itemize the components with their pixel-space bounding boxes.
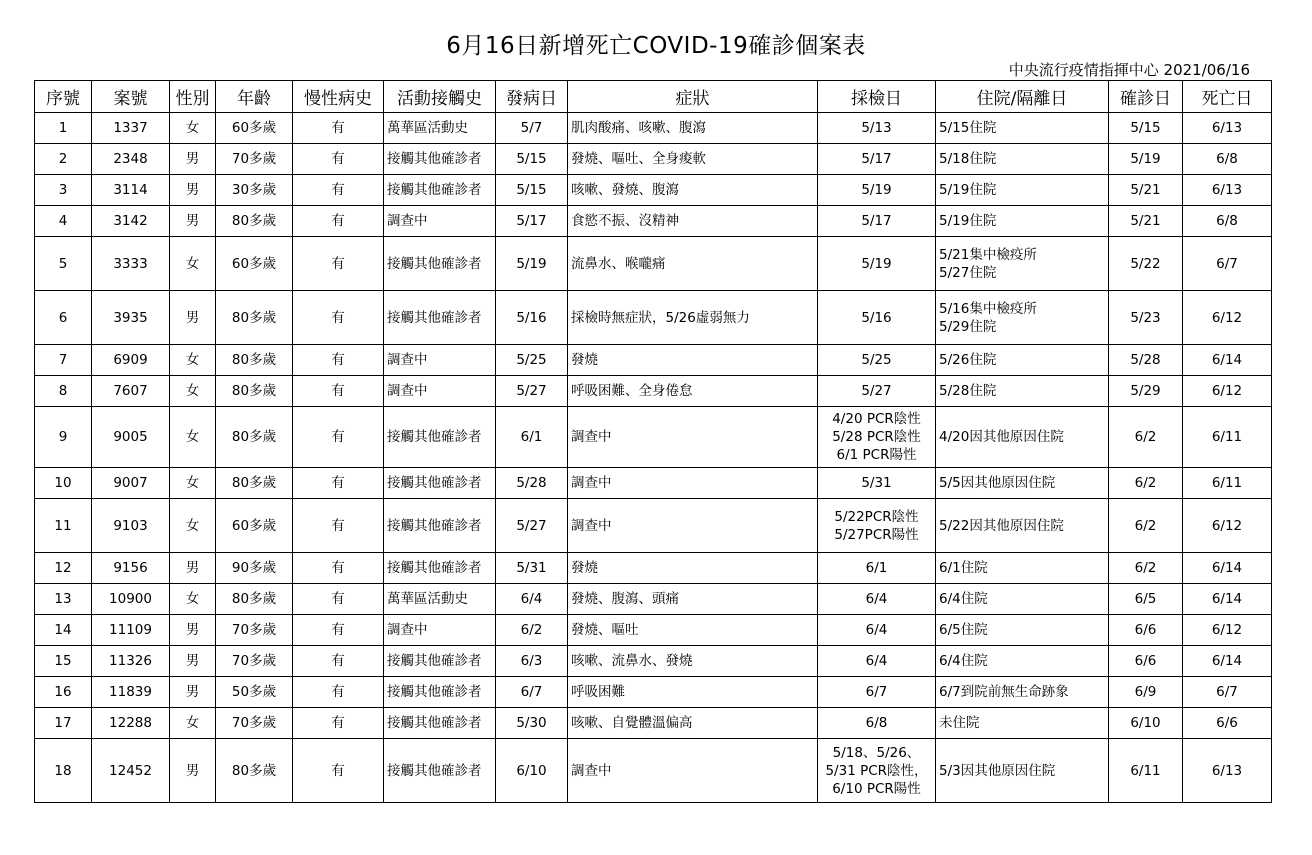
onset-date-cell: 6/7 [496, 677, 568, 708]
confirmed-date-cell: 6/2 [1109, 499, 1183, 553]
sampling-date-cell: 6/1 [818, 553, 936, 584]
case-number-cell: 10900 [92, 584, 170, 615]
onset-date-cell: 5/19 [496, 237, 568, 291]
onset-date-cell: 6/1 [496, 407, 568, 468]
onset-date-cell: 5/7 [496, 113, 568, 144]
age-cell: 60多歲 [216, 499, 293, 553]
serial-cell: 5 [35, 237, 92, 291]
column-header: 症狀 [568, 81, 818, 113]
hospitalization-cell: 5/28住院 [936, 376, 1109, 407]
sex-cell: 男 [170, 175, 216, 206]
sampling-date-cell: 5/25 [818, 345, 936, 376]
column-header: 確診日 [1109, 81, 1183, 113]
age-cell: 80多歲 [216, 407, 293, 468]
chronic-disease-cell: 有 [293, 708, 384, 739]
onset-date-cell: 5/27 [496, 376, 568, 407]
case-number-cell: 11109 [92, 615, 170, 646]
onset-date-cell: 6/2 [496, 615, 568, 646]
sampling-date-cell: 5/19 [818, 175, 936, 206]
hospitalization-cell: 未住院 [936, 708, 1109, 739]
onset-date-cell: 5/27 [496, 499, 568, 553]
sampling-date-cell: 5/27 [818, 376, 936, 407]
case-number-cell: 9005 [92, 407, 170, 468]
case-number-cell: 1337 [92, 113, 170, 144]
exposure-history-cell: 接觸其他確診者 [384, 291, 496, 345]
age-cell: 80多歲 [216, 468, 293, 499]
hospitalization-cell: 5/21集中檢疫所 5/27住院 [936, 237, 1109, 291]
confirmed-date-cell: 6/2 [1109, 407, 1183, 468]
death-date-cell: 6/14 [1183, 553, 1272, 584]
column-header: 發病日 [496, 81, 568, 113]
onset-date-cell: 6/4 [496, 584, 568, 615]
case-number-cell: 9156 [92, 553, 170, 584]
death-date-cell: 6/13 [1183, 175, 1272, 206]
column-header: 死亡日 [1183, 81, 1272, 113]
table-row [35, 113, 1272, 144]
table-row [35, 646, 1272, 677]
onset-date-cell: 5/15 [496, 144, 568, 175]
confirmed-date-cell: 6/6 [1109, 615, 1183, 646]
death-date-cell: 6/7 [1183, 237, 1272, 291]
table-row [35, 553, 1272, 584]
hospitalization-cell: 5/3因其他原因住院 [936, 739, 1109, 803]
age-cell: 30多歲 [216, 175, 293, 206]
sampling-date-cell: 5/17 [818, 206, 936, 237]
confirmed-date-cell: 6/10 [1109, 708, 1183, 739]
serial-cell: 2 [35, 144, 92, 175]
exposure-history-cell: 接觸其他確診者 [384, 553, 496, 584]
exposure-history-cell: 接觸其他確診者 [384, 144, 496, 175]
symptoms-cell: 調查中 [568, 739, 818, 803]
confirmed-date-cell: 5/19 [1109, 144, 1183, 175]
case-number-cell: 3114 [92, 175, 170, 206]
hospitalization-cell: 5/5因其他原因住院 [936, 468, 1109, 499]
symptoms-cell: 調查中 [568, 468, 818, 499]
onset-date-cell: 5/30 [496, 708, 568, 739]
exposure-history-cell: 調查中 [384, 376, 496, 407]
exposure-history-cell: 接觸其他確診者 [384, 499, 496, 553]
age-cell: 60多歲 [216, 237, 293, 291]
sex-cell: 男 [170, 291, 216, 345]
case-number-cell: 9007 [92, 468, 170, 499]
onset-date-cell: 6/10 [496, 739, 568, 803]
symptoms-cell: 發燒、嘔吐、全身痠軟 [568, 144, 818, 175]
age-cell: 90多歲 [216, 553, 293, 584]
chronic-disease-cell: 有 [293, 553, 384, 584]
death-date-cell: 6/12 [1183, 376, 1272, 407]
age-cell: 80多歲 [216, 739, 293, 803]
chronic-disease-cell: 有 [293, 291, 384, 345]
confirmed-date-cell: 5/21 [1109, 206, 1183, 237]
age-cell: 80多歲 [216, 291, 293, 345]
sampling-date-cell: 4/20 PCR陰性 5/28 PCR陰性 6/1 PCR陽性 [818, 407, 936, 468]
chronic-disease-cell: 有 [293, 499, 384, 553]
symptoms-cell: 食慾不振、沒精神 [568, 206, 818, 237]
chronic-disease-cell: 有 [293, 175, 384, 206]
sampling-date-cell: 5/16 [818, 291, 936, 345]
chronic-disease-cell: 有 [293, 376, 384, 407]
sex-cell: 男 [170, 677, 216, 708]
death-date-cell: 6/13 [1183, 113, 1272, 144]
symptoms-cell: 調查中 [568, 407, 818, 468]
confirmed-date-cell: 6/2 [1109, 468, 1183, 499]
sampling-date-cell: 6/7 [818, 677, 936, 708]
confirmed-date-cell: 5/28 [1109, 345, 1183, 376]
death-date-cell: 6/12 [1183, 499, 1272, 553]
sex-cell: 男 [170, 553, 216, 584]
symptoms-cell: 發燒 [568, 553, 818, 584]
table-row [35, 237, 1272, 291]
column-header: 案號 [92, 81, 170, 113]
chronic-disease-cell: 有 [293, 345, 384, 376]
onset-date-cell: 5/16 [496, 291, 568, 345]
table-row [35, 584, 1272, 615]
exposure-history-cell: 萬華區活動史 [384, 113, 496, 144]
table-row [35, 615, 1272, 646]
exposure-history-cell: 調查中 [384, 345, 496, 376]
hospitalization-cell: 5/15住院 [936, 113, 1109, 144]
death-date-cell: 6/14 [1183, 345, 1272, 376]
hospitalization-cell: 5/19住院 [936, 206, 1109, 237]
chronic-disease-cell: 有 [293, 144, 384, 175]
symptoms-cell: 發燒、腹瀉、頭痛 [568, 584, 818, 615]
exposure-history-cell: 接觸其他確診者 [384, 646, 496, 677]
age-cell: 70多歲 [216, 708, 293, 739]
serial-cell: 6 [35, 291, 92, 345]
table-row [35, 708, 1272, 739]
serial-cell: 9 [35, 407, 92, 468]
serial-cell: 7 [35, 345, 92, 376]
table-row [35, 407, 1272, 468]
sampling-date-cell: 5/31 [818, 468, 936, 499]
chronic-disease-cell: 有 [293, 584, 384, 615]
sampling-date-cell: 6/4 [818, 646, 936, 677]
case-number-cell: 7607 [92, 376, 170, 407]
death-date-cell: 6/13 [1183, 739, 1272, 803]
confirmed-date-cell: 6/9 [1109, 677, 1183, 708]
column-header: 活動接觸史 [384, 81, 496, 113]
sex-cell: 女 [170, 237, 216, 291]
case-number-cell: 2348 [92, 144, 170, 175]
exposure-history-cell: 調查中 [384, 206, 496, 237]
serial-cell: 4 [35, 206, 92, 237]
death-date-cell: 6/12 [1183, 615, 1272, 646]
death-case-table [34, 80, 1272, 803]
confirmed-date-cell: 6/11 [1109, 739, 1183, 803]
confirmed-date-cell: 5/15 [1109, 113, 1183, 144]
hospitalization-cell: 5/22因其他原因住院 [936, 499, 1109, 553]
case-number-cell: 9103 [92, 499, 170, 553]
exposure-history-cell: 調查中 [384, 615, 496, 646]
confirmed-date-cell: 6/5 [1109, 584, 1183, 615]
confirmed-date-cell: 5/23 [1109, 291, 1183, 345]
chronic-disease-cell: 有 [293, 615, 384, 646]
serial-cell: 3 [35, 175, 92, 206]
age-cell: 70多歲 [216, 646, 293, 677]
column-header: 年齡 [216, 81, 293, 113]
confirmed-date-cell: 5/21 [1109, 175, 1183, 206]
age-cell: 70多歲 [216, 615, 293, 646]
death-date-cell: 6/8 [1183, 206, 1272, 237]
sampling-date-cell: 5/22PCR陰性 5/27PCR陽性 [818, 499, 936, 553]
serial-cell: 17 [35, 708, 92, 739]
death-date-cell: 6/6 [1183, 708, 1272, 739]
chronic-disease-cell: 有 [293, 113, 384, 144]
symptoms-cell: 發燒、嘔吐 [568, 615, 818, 646]
hospitalization-cell: 6/4住院 [936, 646, 1109, 677]
sex-cell: 男 [170, 646, 216, 677]
column-header: 慢性病史 [293, 81, 384, 113]
sex-cell: 男 [170, 206, 216, 237]
case-number-cell: 3333 [92, 237, 170, 291]
sampling-date-cell: 5/19 [818, 237, 936, 291]
hospitalization-cell: 6/4住院 [936, 584, 1109, 615]
sex-cell: 男 [170, 739, 216, 803]
exposure-history-cell: 接觸其他確診者 [384, 739, 496, 803]
age-cell: 70多歲 [216, 144, 293, 175]
hospitalization-cell: 5/26住院 [936, 345, 1109, 376]
sex-cell: 女 [170, 499, 216, 553]
sex-cell: 女 [170, 468, 216, 499]
case-number-cell: 12452 [92, 739, 170, 803]
hospitalization-cell: 5/19住院 [936, 175, 1109, 206]
sampling-date-cell: 6/4 [818, 584, 936, 615]
confirmed-date-cell: 5/29 [1109, 376, 1183, 407]
sex-cell: 男 [170, 615, 216, 646]
symptoms-cell: 咳嗽、自覺體溫偏高 [568, 708, 818, 739]
onset-date-cell: 5/17 [496, 206, 568, 237]
serial-cell: 1 [35, 113, 92, 144]
table-row [35, 376, 1272, 407]
sampling-date-cell: 5/18、5/26、 5/31 PCR陰性， 6/10 PCR陽性 [818, 739, 936, 803]
chronic-disease-cell: 有 [293, 646, 384, 677]
column-header: 採檢日 [818, 81, 936, 113]
death-date-cell: 6/7 [1183, 677, 1272, 708]
exposure-history-cell: 接觸其他確診者 [384, 708, 496, 739]
serial-cell: 13 [35, 584, 92, 615]
table-row [35, 206, 1272, 237]
chronic-disease-cell: 有 [293, 237, 384, 291]
confirmed-date-cell: 6/6 [1109, 646, 1183, 677]
age-cell: 80多歲 [216, 584, 293, 615]
chronic-disease-cell: 有 [293, 407, 384, 468]
symptoms-cell: 肌肉酸痛、咳嗽、腹瀉 [568, 113, 818, 144]
symptoms-cell: 呼吸困難、全身倦怠 [568, 376, 818, 407]
sex-cell: 女 [170, 407, 216, 468]
sex-cell: 女 [170, 376, 216, 407]
table-header-row [35, 81, 1272, 113]
hospitalization-cell: 5/16集中檢疫所 5/29住院 [936, 291, 1109, 345]
exposure-history-cell: 接觸其他確診者 [384, 677, 496, 708]
chronic-disease-cell: 有 [293, 206, 384, 237]
sampling-date-cell: 6/8 [818, 708, 936, 739]
sampling-date-cell: 5/13 [818, 113, 936, 144]
hospitalization-cell: 5/18住院 [936, 144, 1109, 175]
hospitalization-cell: 4/20因其他原因住院 [936, 407, 1109, 468]
chronic-disease-cell: 有 [293, 677, 384, 708]
onset-date-cell: 5/25 [496, 345, 568, 376]
sex-cell: 女 [170, 345, 216, 376]
table-row [35, 468, 1272, 499]
symptoms-cell: 調查中 [568, 499, 818, 553]
table-body [35, 113, 1272, 803]
case-number-cell: 3935 [92, 291, 170, 345]
confirmed-date-cell: 6/2 [1109, 553, 1183, 584]
age-cell: 80多歲 [216, 376, 293, 407]
table-row [35, 291, 1272, 345]
symptoms-cell: 流鼻水、喉嚨痛 [568, 237, 818, 291]
symptoms-cell: 咳嗽、流鼻水、發燒 [568, 646, 818, 677]
serial-cell: 11 [35, 499, 92, 553]
death-date-cell: 6/14 [1183, 646, 1272, 677]
age-cell: 60多歲 [216, 113, 293, 144]
symptoms-cell: 發燒 [568, 345, 818, 376]
serial-cell: 18 [35, 739, 92, 803]
exposure-history-cell: 萬華區活動史 [384, 584, 496, 615]
serial-cell: 14 [35, 615, 92, 646]
serial-cell: 10 [35, 468, 92, 499]
exposure-history-cell: 接觸其他確診者 [384, 237, 496, 291]
sampling-date-cell: 5/17 [818, 144, 936, 175]
death-date-cell: 6/11 [1183, 407, 1272, 468]
onset-date-cell: 5/28 [496, 468, 568, 499]
death-date-cell: 6/14 [1183, 584, 1272, 615]
death-date-cell: 6/11 [1183, 468, 1272, 499]
onset-date-cell: 5/31 [496, 553, 568, 584]
table-row [35, 677, 1272, 708]
symptoms-cell: 呼吸困難 [568, 677, 818, 708]
serial-cell: 12 [35, 553, 92, 584]
age-cell: 50多歲 [216, 677, 293, 708]
chronic-disease-cell: 有 [293, 739, 384, 803]
serial-cell: 15 [35, 646, 92, 677]
age-cell: 80多歲 [216, 206, 293, 237]
sex-cell: 女 [170, 584, 216, 615]
case-number-cell: 11326 [92, 646, 170, 677]
page-title: 6月16日新增死亡COVID-19確診個案表 [446, 33, 866, 59]
exposure-history-cell: 接觸其他確診者 [384, 468, 496, 499]
case-number-cell: 12288 [92, 708, 170, 739]
sampling-date-cell: 6/4 [818, 615, 936, 646]
table-row [35, 739, 1272, 803]
column-header: 序號 [35, 81, 92, 113]
case-number-cell: 11839 [92, 677, 170, 708]
table-row [35, 345, 1272, 376]
serial-cell: 16 [35, 677, 92, 708]
onset-date-cell: 6/3 [496, 646, 568, 677]
confirmed-date-cell: 5/22 [1109, 237, 1183, 291]
symptoms-cell: 咳嗽、發燒、腹瀉 [568, 175, 818, 206]
table-row [35, 499, 1272, 553]
case-number-cell: 3142 [92, 206, 170, 237]
death-date-cell: 6/8 [1183, 144, 1272, 175]
death-date-cell: 6/12 [1183, 291, 1272, 345]
hospitalization-cell: 6/7到院前無生命跡象 [936, 677, 1109, 708]
sex-cell: 男 [170, 144, 216, 175]
onset-date-cell: 5/15 [496, 175, 568, 206]
sex-cell: 女 [170, 708, 216, 739]
table-row [35, 175, 1272, 206]
case-number-cell: 6909 [92, 345, 170, 376]
age-cell: 80多歲 [216, 345, 293, 376]
chronic-disease-cell: 有 [293, 468, 384, 499]
column-header: 住院/隔離日 [936, 81, 1109, 113]
hospitalization-cell: 6/5住院 [936, 615, 1109, 646]
hospitalization-cell: 6/1住院 [936, 553, 1109, 584]
symptoms-cell: 採檢時無症狀，5/26虛弱無力 [568, 291, 818, 345]
table-row [35, 144, 1272, 175]
exposure-history-cell: 接觸其他確診者 [384, 175, 496, 206]
source-and-date: 中央流行疫情指揮中心 2021/06/16 [1008, 61, 1250, 79]
serial-cell: 8 [35, 376, 92, 407]
column-header: 性別 [170, 81, 216, 113]
sex-cell: 女 [170, 113, 216, 144]
exposure-history-cell: 接觸其他確診者 [384, 407, 496, 468]
